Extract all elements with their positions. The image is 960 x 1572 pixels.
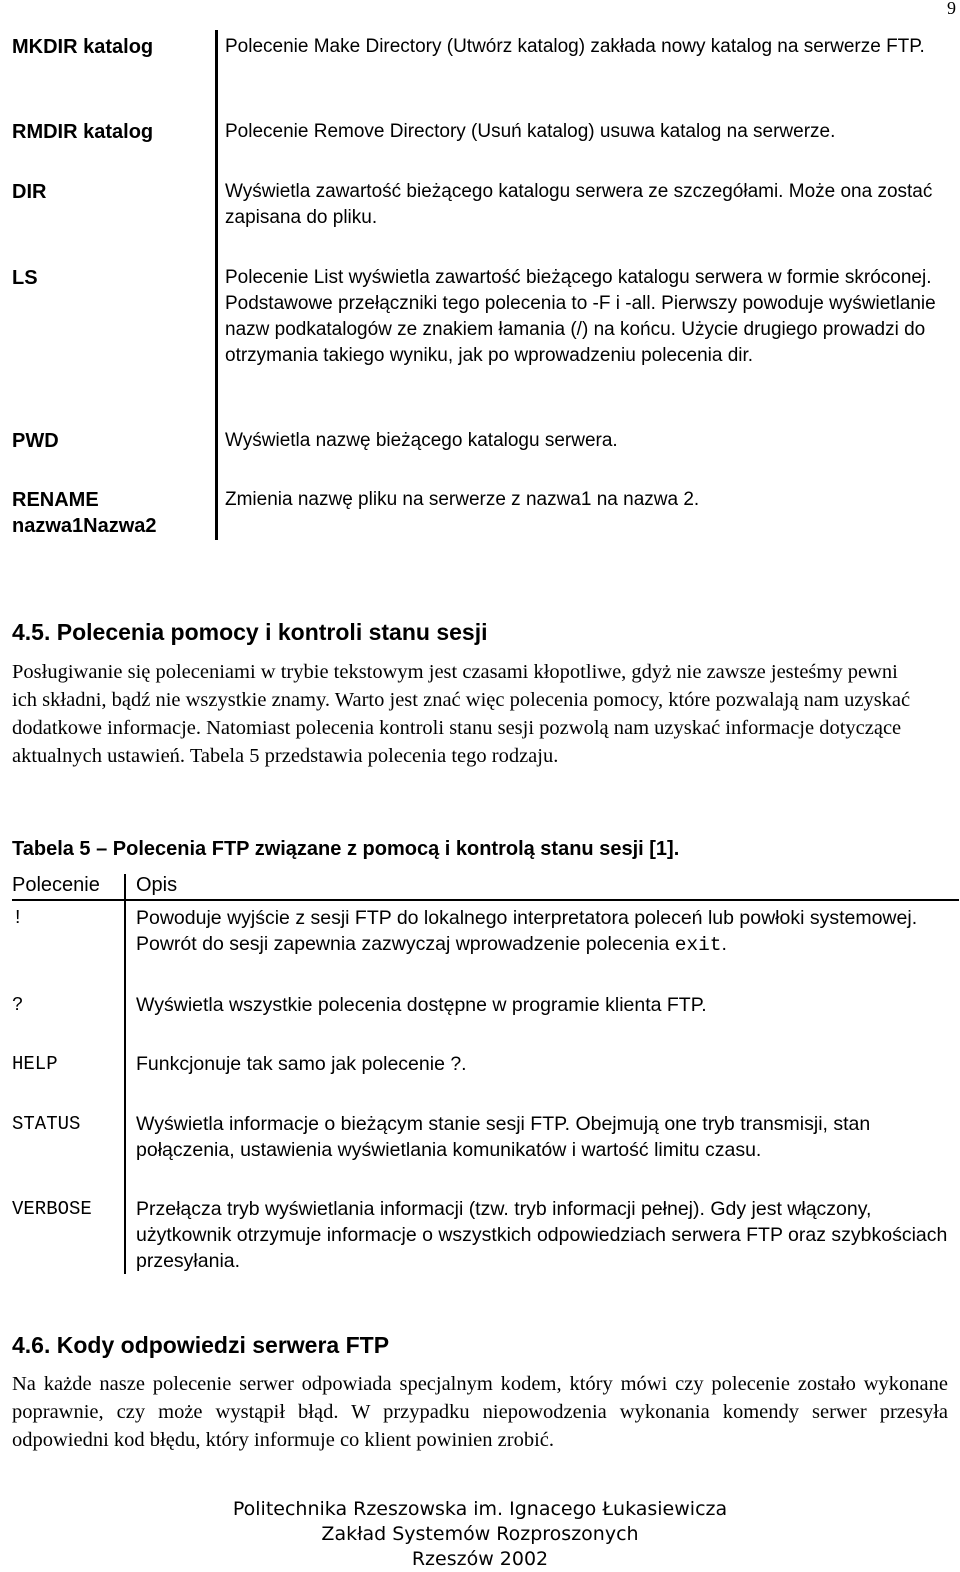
- section-4-6-paragraph: Na każde nasze polecenie serwer odpowiada specjalnym kodem, który mówi czy polecenie zostało wykonane poprawnie, czy może wystąpił błąd. W przypadku niepowodzenia wykonania komendy serwer przesyła odpowiedni kod błędu, który informuje co klient powinien zrobić.: [12, 1373, 948, 1451]
- command-name: LS: [12, 267, 38, 289]
- command-desc: Polecenie Make Directory (Utwórz katalog) zakłada nowy katalog na serwerze FTP.: [225, 36, 925, 57]
- command-name: PWD: [12, 430, 59, 452]
- table-row-cmd: ?: [12, 994, 24, 1016]
- table-row-desc: Wyświetla informacje o bieżącym stanie sesji FTP. Obejmują one tryb transmisji, stan połączenia, ustawienia wyświetlania komunikatów i wartość limitu czasu.: [136, 1113, 871, 1161]
- footer-university: Politechnika Rzeszowska im. Ignacego Łukasiewicza: [232, 1498, 728, 1520]
- table-row-desc: [136, 905, 956, 958]
- table-row-desc: Wyświetla wszystkie polecenia dostępne w programie klienta FTP.: [136, 994, 707, 1016]
- footer-department: Zakład Systemów Rozproszonych: [321, 1523, 639, 1545]
- section-heading-4-5: 4.5. Polecenia pomocy i kontroli stanu sesji: [12, 619, 488, 645]
- table-row-cmd: VERBOSE: [12, 1198, 92, 1220]
- command-name: RMDIR katalog: [12, 121, 154, 143]
- column-header-command: Polecenie: [12, 874, 100, 896]
- section-heading-4-6: 4.6. Kody odpowiedzi serwera FTP: [12, 1332, 390, 1358]
- table-row-desc: Przełącza tryb wyświetlania informacji (tzw. tryb informacji pełnej). Gdy jest włączony, użytkownik otrzymuje informacje o wszystkich odpowiedziach serwera FTP oraz szybkościach przesyłania.: [136, 1198, 948, 1272]
- command-desc: Wyświetla nazwę bieżącego katalogu serwera.: [225, 430, 618, 451]
- table-row-cmd: STATUS: [12, 1113, 81, 1135]
- command-name: DIR: [12, 181, 47, 203]
- table-row-desc-end: .: [721, 933, 727, 955]
- command-desc: Wyświetla zawartość bieżącego katalogu serwera ze szczegółami. Może ona zostać zapisana do pliku.: [225, 181, 933, 228]
- footer-place-year: Rzeszów 2002: [411, 1548, 549, 1570]
- command-desc: Zmienia nazwę pliku na serwerze z nazwa1 na nazwa 2.: [225, 489, 700, 510]
- table-row-desc-text: Powoduje wyjście z sesji FTP do lokalnego interpretatora poleceń lub powłoki systemowej. Powrót do sesji zapewnia zazwyczaj wprowadzenie polecenia: [136, 907, 918, 955]
- table-divider: [215, 30, 218, 540]
- table-header-rule: [12, 899, 959, 901]
- table-row-cmd: !: [12, 907, 24, 929]
- table-column-divider: [124, 874, 126, 1274]
- page-number: 9: [947, 0, 956, 18]
- command-name: MKDIR katalog: [12, 36, 154, 58]
- command-name: RENAME nazwa1Nazwa2: [12, 489, 157, 537]
- section-4-5-paragraph: Posługiwanie się poleceniami w trybie tekstowym jest czasami kłopotliwe, gdyż nie zawsze jesteśmy pewni ich składni, bądź nie wszystkie znamy. Warto jest znać więc polecenia pomocy, które pozwalają nam uzyskać dodatkowe informacje. Natomiast polecenia kontroli stanu sesji pozwolą nam uzyskać informacje dotyczące aktualnych ustawień. Tabela 5 przedstawia polecenia tego rodzaju.: [12, 661, 911, 767]
- column-header-description: Opis: [136, 874, 178, 896]
- table-caption: Tabela 5 – Polecenia FTP związane z pomocą i kontrolą stanu sesji [1].: [12, 838, 680, 860]
- table-row-desc: Funkcjonuje tak samo jak polecenie ?.: [136, 1053, 467, 1075]
- code-exit: exit: [674, 934, 722, 956]
- command-desc: Polecenie Remove Directory (Usuń katalog) usuwa katalog na serwerze.: [225, 121, 836, 142]
- table-row-cmd: HELP: [12, 1053, 58, 1075]
- command-desc: Polecenie List wyświetla zawartość bieżącego katalogu serwera w formie skróconej. Podstawowe przełączniki tego polecenia to -F i -all. Pierwszy powoduje wyświetlanie nazw podkatalogów ze znakiem łamania (/) na końcu. Użycie drugiego prowadzi do otrzymania takiego wyniku, jak po wprowadzeniu polecenia dir.: [225, 267, 936, 366]
